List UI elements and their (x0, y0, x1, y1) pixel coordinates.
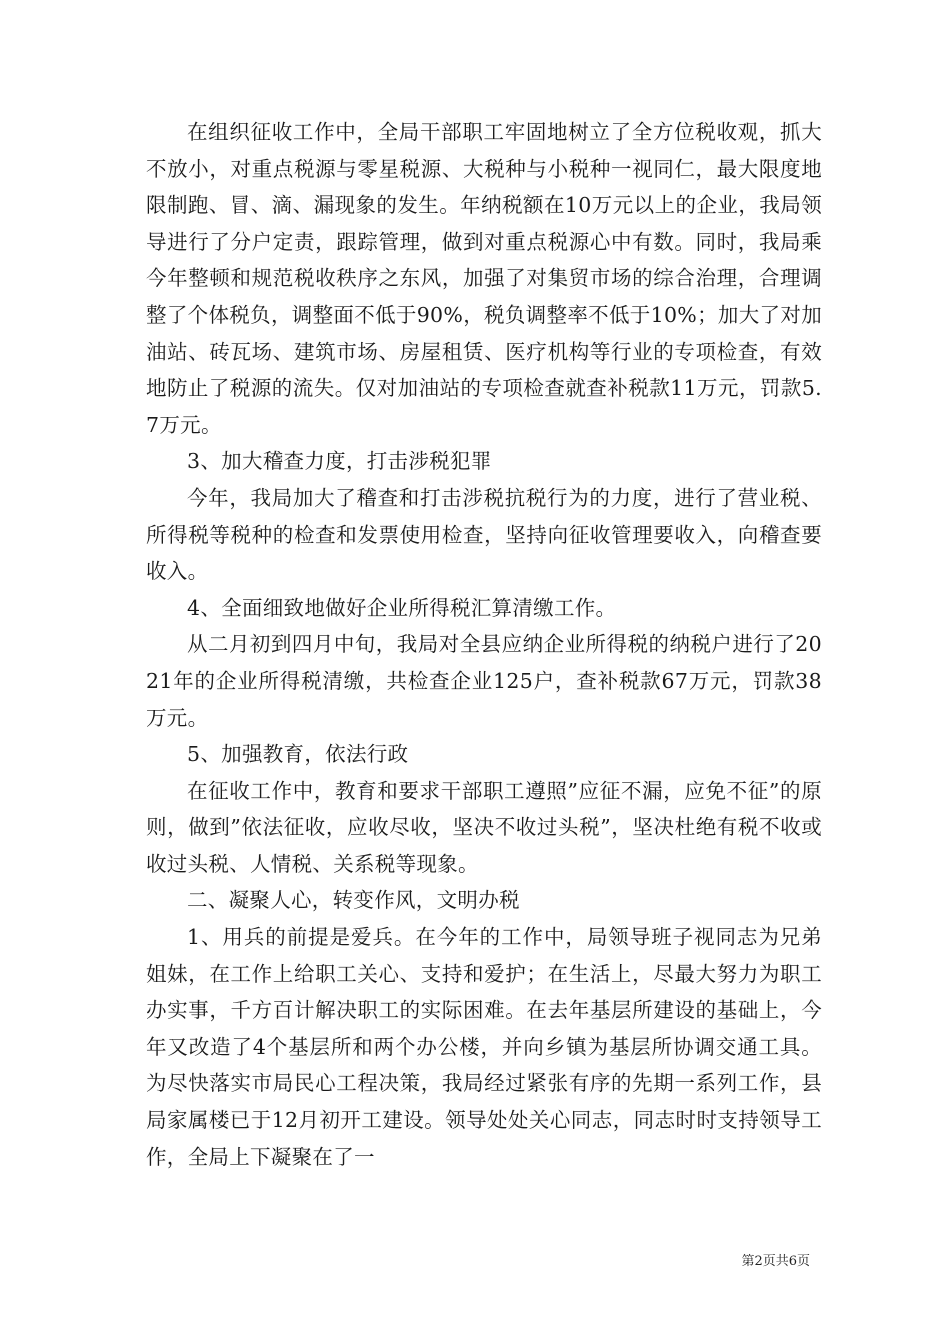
paragraph-income-tax: 从二月初到四月中旬，我局对全县应纳企业所得税的纳税户进行了2021年的企业所得税清缴，共检查企业125户，查补税款67万元，罚款38万元。 (146, 632, 822, 730)
paragraph-care-for-staff: 1、用兵的前提是爱兵。在今年的工作中，局领导班子视同志为兄弟姐妹，在工作上给职工关心、支持和爱护；在生活上，尽最大努力为职工办实事，千方百计解决职工的实际困难。在去年基层所建设的基础上，今年又改造了4个基层所和两个办公楼，并向乡镇为基层所协调交通工具。为尽快落实市局民心工程决策，我局经过紧张有序的先期一系列工作，县局家属楼已于12月初开工建设。领导处处关心同志，同志时时支持领导工作，全局上下凝聚在了一 (146, 925, 822, 1169)
page-number: 第2页共6页 (741, 1254, 810, 1269)
heading-education: 5、加强教育，依法行政 (187, 742, 409, 767)
document-body (146, 114, 822, 1175)
paragraph-tax-collection: 在组织征收工作中，全局干部职工牢固地树立了全方位税收观，抓大不放小，对重点税源与零星税源、大税种与小税种一视同仁，最大限度地限制跑、冒、滴、漏现象的发生。年纳税额在10万元以上的企业，我局领导进行了分户定责，跟踪管理，做到对重点税源心中有数。同时，我局乘今年整顿和规范税收秩序之东风，加强了对集贸市场的综合治理，合理调整了个体税负，调整面不低于90%，税负调整率不低于10%；加大了对加油站、砖瓦场、建筑市场、房屋租赁、医疗机构等行业的专项检查，有效地防止了税源的流失。仅对加油站的专项检查就查补税款11万元，罚款5.7万元。 (146, 120, 822, 437)
heading-inspection: 3、加大稽查力度，打击涉税犯罪 (187, 449, 492, 474)
paragraph-education: 在征收工作中，教育和要求干部职工遵照”应征不漏，应免不征”的原则，做到”依法征收，应收尽收，坚决不收过头税”，坚决杜绝有税不收或收过头税、人情税、关系税等现象。 (146, 778, 822, 876)
paragraph-inspection: 今年，我局加大了稽查和打击涉税抗税行为的力度，进行了营业税、所得税等税种的检查和发票使用检查，坚持向征收管理要收入，向稽查要收入。 (146, 485, 822, 584)
heading-income-tax: 4、全面细致地做好企业所得税汇算清缴工作。 (187, 595, 617, 620)
heading-section-two: 二、凝聚人心，转变作风，文明办税 (187, 888, 520, 913)
